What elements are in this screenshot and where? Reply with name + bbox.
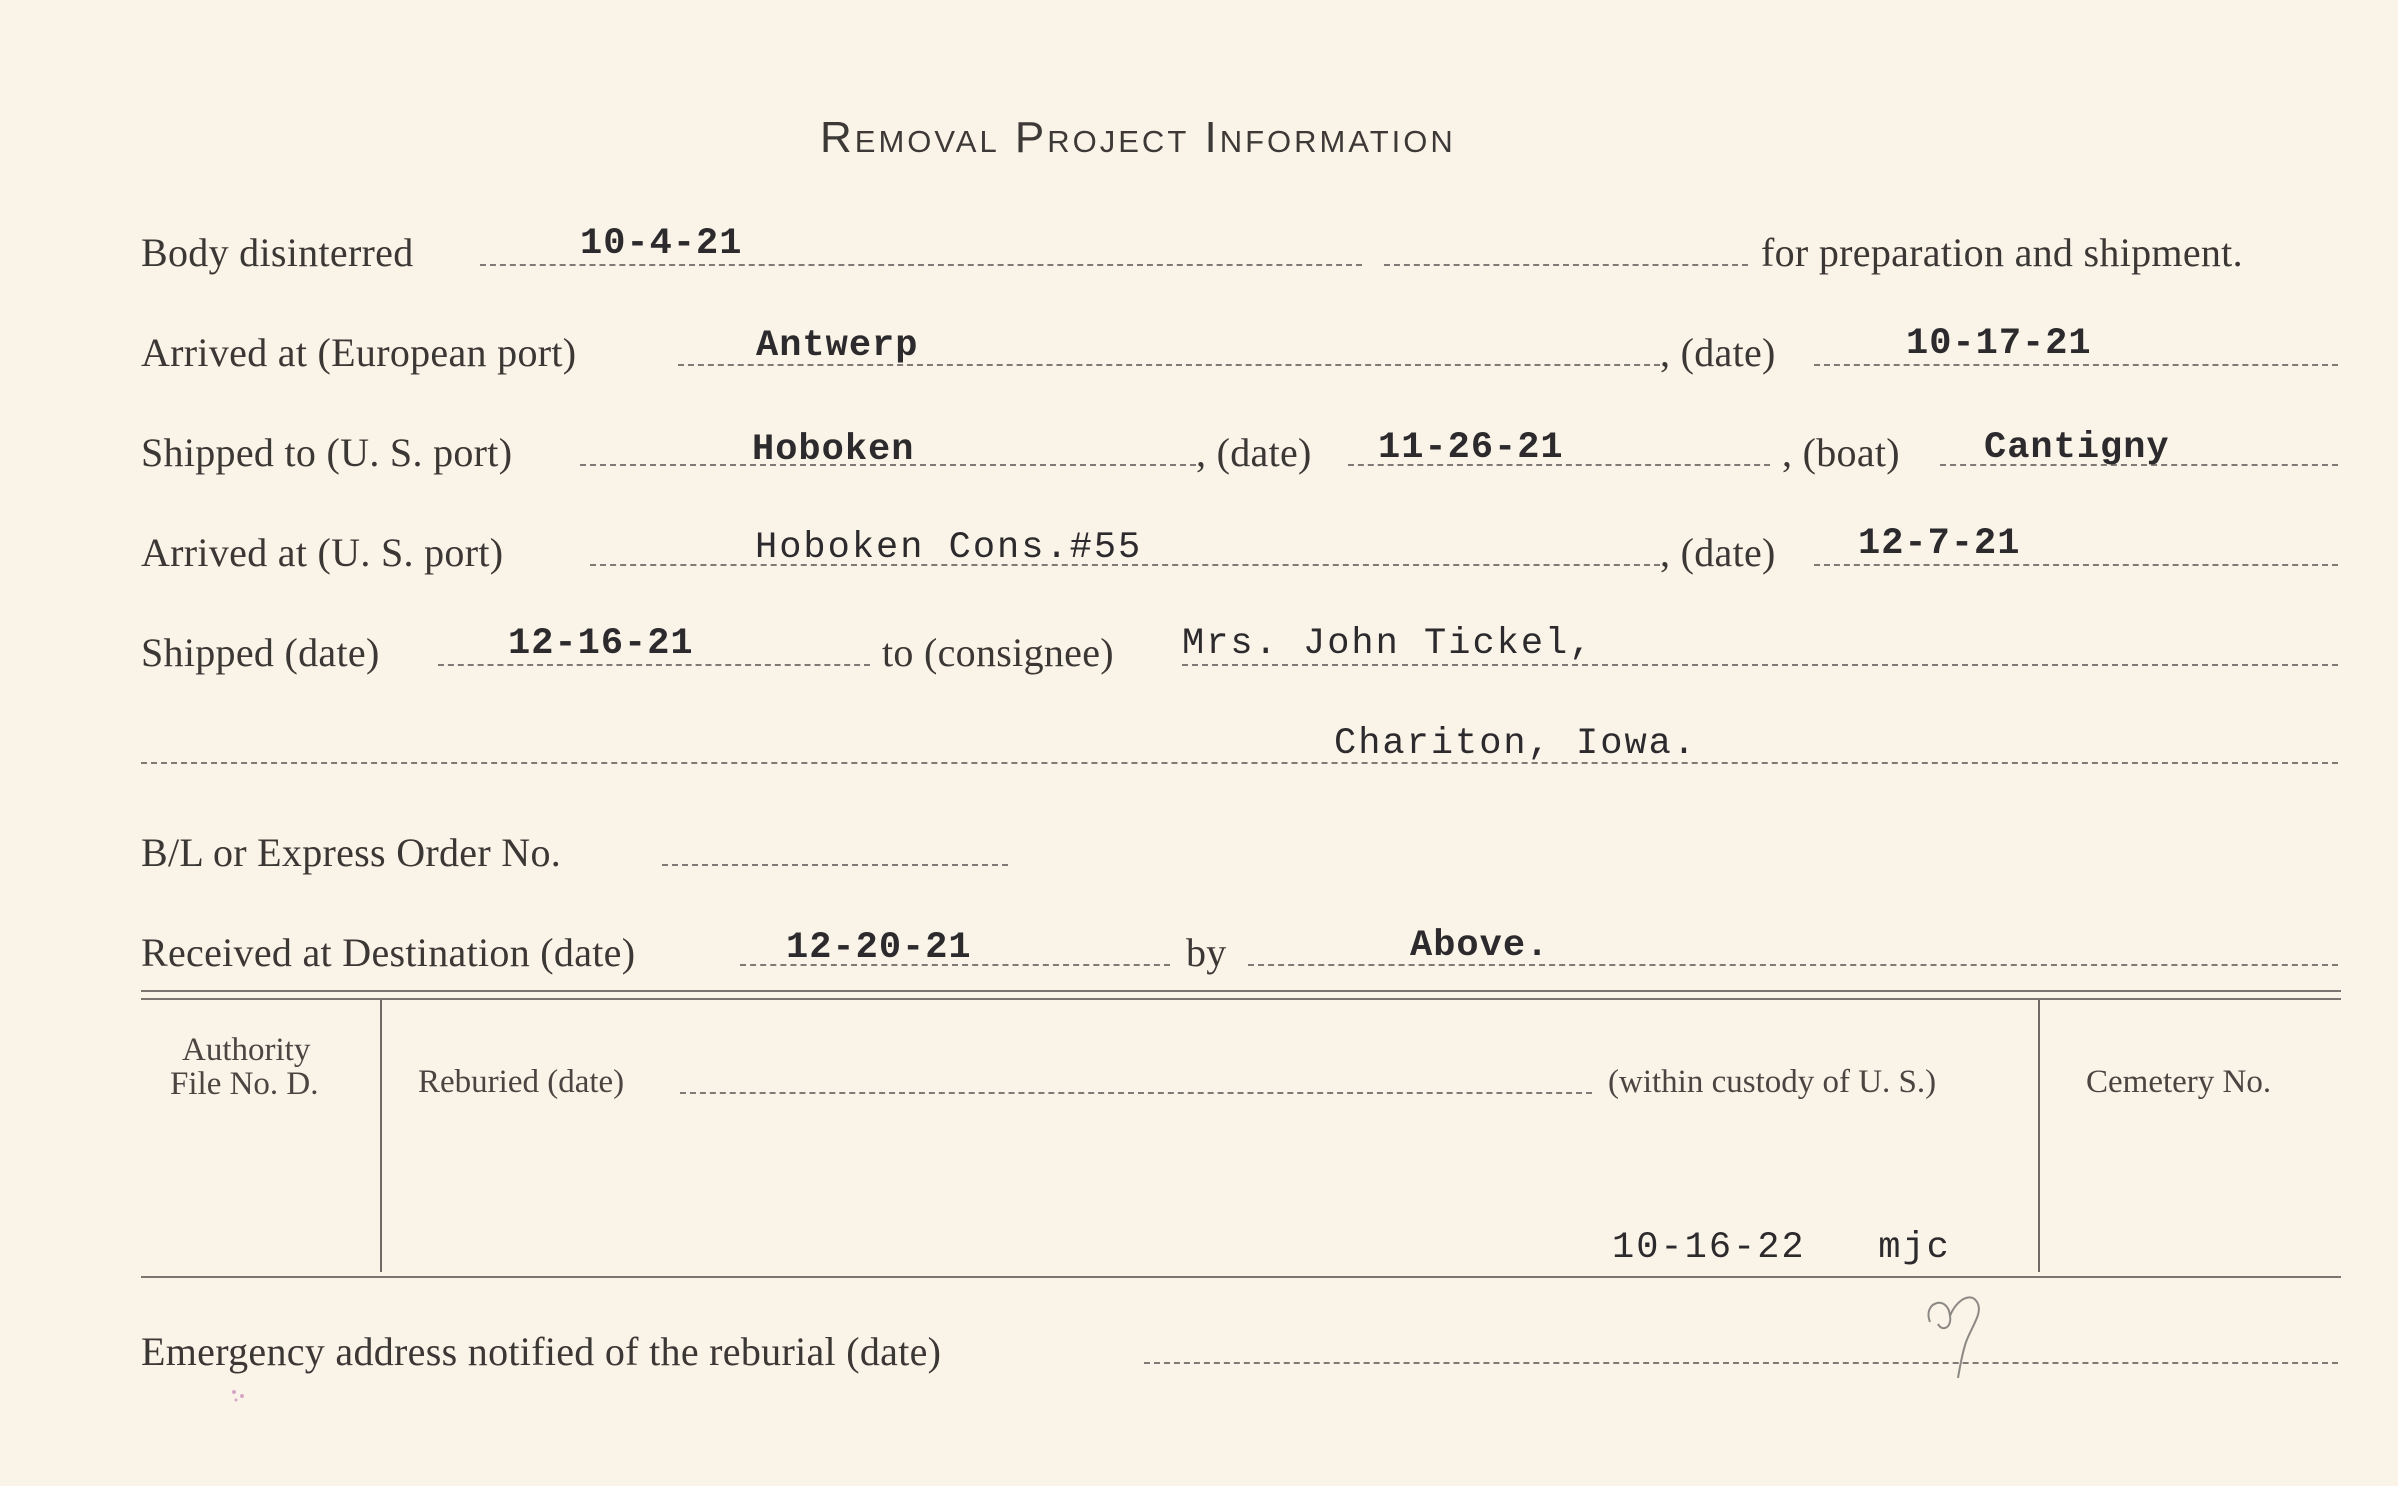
disinterred-suffix: for preparation and shipment. <box>1761 230 2243 275</box>
table-top-rule-2 <box>141 998 2341 1000</box>
shipped-us-value: Hoboken <box>752 429 915 471</box>
authority-label-2: File No. D. <box>170 1066 319 1102</box>
shipped-label: Shipped (date) <box>141 630 380 675</box>
table-divider-2 <box>2038 1000 2040 1272</box>
received-by: Above. <box>1410 925 1550 967</box>
table-divider-1 <box>380 1000 382 1272</box>
bl-line <box>662 864 1008 866</box>
disinterred-label: Body disinterred <box>141 230 414 275</box>
authority-label-1: Authority <box>182 1032 311 1068</box>
european-port-date: 10-17-21 <box>1906 323 2092 365</box>
consignee-value: Mrs. John Tickel, <box>1182 623 1594 665</box>
shipped-us-label: Shipped to (U. S. port) <box>141 430 513 475</box>
arrived-us-date-label: , (date) <box>1660 530 1776 575</box>
reburied-note: 10-16-22 mjc <box>1612 1227 1951 1269</box>
received-date: 12-20-21 <box>786 927 972 969</box>
consignee-address-line <box>141 762 2338 764</box>
arrived-us-value: Hoboken Cons.#55 <box>755 527 1143 569</box>
shipped-us-date: 11-26-21 <box>1378 427 1564 469</box>
shipped-date: 12-16-21 <box>508 623 694 665</box>
table-bottom-rule <box>141 1276 2341 1278</box>
shipped-us-boat: Cantigny <box>1984 427 2170 469</box>
reburied-line <box>680 1092 1592 1094</box>
emergency-label: Emergency address notified of the reburial (date) <box>141 1329 942 1374</box>
disinterred-value: 10-4-21 <box>580 223 743 265</box>
received-label: Received at Destination (date) <box>141 930 636 975</box>
reburied-custody: (within custody of U. S.) <box>1608 1064 1937 1100</box>
table-top-rule <box>141 990 2341 992</box>
european-port-date-label: , (date) <box>1660 330 1776 375</box>
bl-label: B/L or Express Order No. <box>141 830 562 875</box>
emergency-line <box>1144 1362 2338 1364</box>
form-title: Removal Project Information <box>820 113 1456 162</box>
reburied-label: Reburied (date) <box>418 1064 625 1100</box>
cemetery-label: Cemetery No. <box>2086 1064 2272 1100</box>
shipped-us-date-label: , (date) <box>1196 430 1312 475</box>
shipped-us-boat-label: , (boat) <box>1782 430 1900 475</box>
european-port-value: Antwerp <box>756 325 919 367</box>
disinterred-line-2 <box>1384 264 1748 266</box>
handwritten-mark <box>1920 1282 2000 1382</box>
arrived-us-label: Arrived at (U. S. port) <box>141 530 504 575</box>
consignee-label: to (consignee) <box>882 630 1114 675</box>
ink-speck <box>228 1386 258 1406</box>
european-port-label: Arrived at (European port) <box>141 330 577 375</box>
arrived-us-date: 12-7-21 <box>1858 523 2021 565</box>
consignee-address: Chariton, Iowa. <box>1334 723 1698 765</box>
received-by-label: by <box>1186 930 1227 975</box>
